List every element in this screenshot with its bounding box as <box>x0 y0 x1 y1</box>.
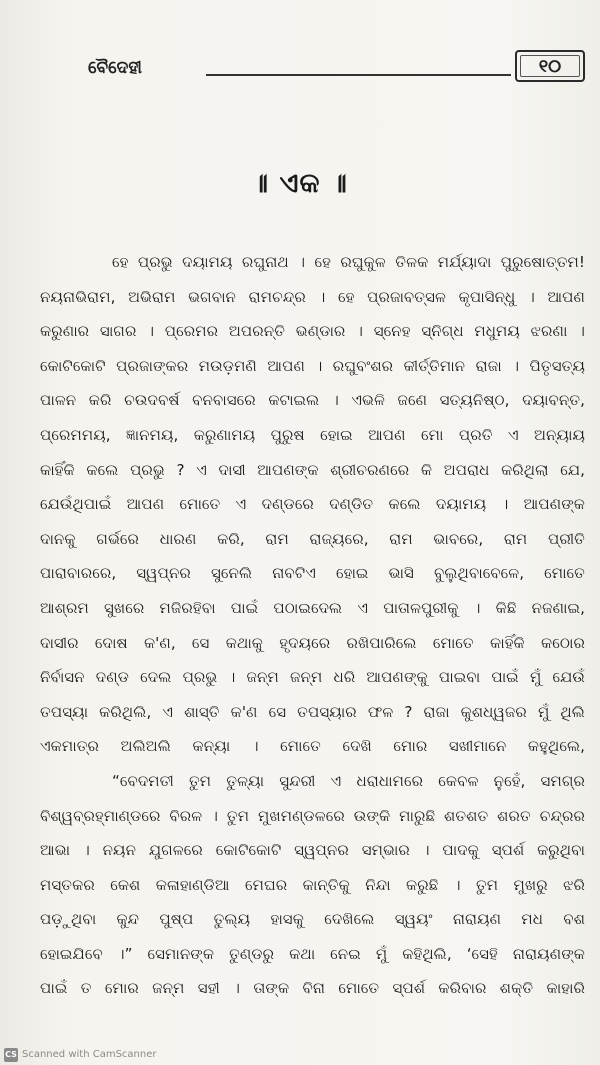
text-line: ଦାନକୁ ଗର୍ଭରେ ଧାରଣ କରି, ରାମ ରାଜ୍ୟରେ, ରାମ ଭାବରେ, ରାମ ପ୍ରୀତି <box>40 529 585 548</box>
chapter-heading: ॥ ଏକ ॥ <box>252 168 348 199</box>
text-line: ପ୍ରେମମୟ, ଜ୍ଞାନମୟ, କରୁଣାମୟ ପୁରୁଷ ହୋଇ ଆପଣ ମୋ ପ୍ରତି ଏ ଅନ୍ୟାୟ <box>40 425 585 444</box>
text-line: ଦାସୀର ଦୋଷ କ'ଣ, ସେ କଥାକୁ ହୃଦୟରେ ରଖିପାରିଲେ ମୋତେ କାହିଁକି କଠୋର <box>40 633 585 652</box>
text-line: ଆଭା । ନୟନ ଯୁଗଳରେ କୋଟିକୋଟି ସ୍ୱପ୍ନର ସମ୍ଭାର । ପାଦକୁ ସ୍ପର୍ଶ କରୁଥିବା <box>40 841 585 860</box>
header-rule <box>206 74 511 76</box>
text-line: ପଡ଼ୁଥିବା କୁନ୍ଦ ପୁଷ୍ପ ତୁଲ୍ୟ ହାସକୁ ଦେଖିଲେ ସ୍ୱୟଂ ନାରାୟଣ ମଧ ବଶ <box>40 910 585 929</box>
text-line: ନିର୍ବାସନ ଦଣ୍ଡ ଦେଲ ପ୍ରଭୁ । ଜନ୍ମ ଜନ୍ମ ଧରି ଆପଣଙ୍କୁ ପାଇବା ପାଇଁ ମୁଁ ଯେଉଁ <box>40 668 585 687</box>
camscanner-logo-icon: CS <box>4 1048 18 1062</box>
text-line: ହୋଇଯିବେ ।” ସେମାନଙ୍କ ତୁଣ୍ଡରୁ କଥା ନେଇ ମୁଁ କହିଥିଲି, ‘ସେହି ନାରାୟଣଙ୍କ <box>40 944 585 963</box>
text-line: ବିଶ୍ୱବ୍ରହ୍ମାଣ୍ଡରେ ବିରଳ । ତୁମ ମୁଖମଣ୍ଡଳରେ ଉଙ୍କି ମାରୁଛି ଶତଶତ ଶରତ ଚନ୍ଦ୍ରର <box>40 806 585 825</box>
text-line: ପାରାବାରରେ, ସ୍ୱପ୍ନର ସୁନେଲି ନାବଟିଏ ହୋଇ ଭାସି ବୁଲୁଥିବାବେଳେ, ମୋତେ <box>40 564 585 583</box>
text-line: ଏକମାତ୍ର ଅଲିଅଲି କନ୍ୟା । ମୋତେ ଦେଖି ମୋର ସଖୀମାନେ କହୁଥିଲେ, <box>40 737 585 756</box>
text-line: କରୁଣାର ସାଗର । ପ୍ରେମର ଅପରନ୍ତି ଭଣ୍ଡାର । ସ୍ନେହ ସ୍ନିଗ୍ଧ ମଧୁମୟ ଝରଣା । <box>40 322 585 341</box>
text-line: “ବେଦମତୀ ତୁମ ତୁଳ୍ୟା ସୁନ୍ଦରୀ ଏ ଧରାଧାମରେ କେବଳ ନୁହେଁ, ସମଗ୍ର <box>112 771 585 790</box>
page-number-box <box>515 50 585 82</box>
text-line: ଆଶ୍ରମ ସୁଖରେ ମଜିରହିବା ପାଇଁ ପଠାଇଦେଲ ଏ ପାତାଳପୁରୀକୁ । କିଛି ନଜଣାଇ, <box>40 598 585 617</box>
text-line: ହେ ପ୍ରଭୁ ଦୟାମୟ ରଘୁନାଥ । ହେ ରଘୁକୁଳ ତିଳକ ମର୍ଯ୍ୟାଦା ପୁରୁଷୋତ୍ତମ! <box>112 253 585 271</box>
book-title: ବୈଦେହୀ <box>88 58 142 78</box>
text-line: ମସ୍ତକର କେଶ କଳାହାଣ୍ଡିଆ ମେଘର କାନ୍ତିକୁ ନିନ୍ଦା କରୁଛି । ତୁମ ମୁଖରୁ ଝରି <box>40 875 585 894</box>
scanner-watermark: Scanned with CamScanner <box>22 1049 157 1060</box>
text-line: କାହିଁକି କଲେ ପ୍ରଭୁ ? ଏ ଦାସୀ ଆପଣଙ୍କ ଶ୍ରୀଚରଣରେ କି ଅପରାଧ କରିଥିଲା ଯେ, <box>40 460 585 479</box>
text-line: ଯେଉଁଥିପାଇଁ ଆପଣ ମୋତେ ଏ ଦଣ୍ଡରେ ଦଣ୍ଡିତ କଲେ ଦୟାମୟ । ଆପଣଙ୍କ <box>40 495 585 514</box>
text-line: ପାଳନ କରି ଚଉଦବର୍ଷ ବନବାସରେ କଟାଇଲ । ଏଭଳି ଜଣେ ସତ୍ୟନିଷ୍ଠ, ଦୟାବନ୍ତ, <box>40 391 585 410</box>
text-line: ନୟନାଭିରାମ, ଅଭିରାମ ଭଗବାନ ରାମଚନ୍ଦ୍ର । ହେ ପ୍ରଜାବତ୍ସଳ କୃପାସିନ୍ଧୁ । ଆପଣ <box>40 287 585 306</box>
text-line: କୋଟିକୋଟି ପ୍ରଜାଙ୍କର ମଉଡ଼ମଣି ଆପଣ । ରଘୁବଂଶର କୀର୍ତ୍ତିମାନ ରାଜା । ପିତୃସତ୍ୟ <box>40 356 585 375</box>
page-number: ୧୦ <box>538 56 562 77</box>
page-header <box>88 50 578 86</box>
body-text <box>40 245 585 1006</box>
text-line: ତପସ୍ୟା କରିଥିଲି, ଏ ଶାସ୍ତି କ'ଣ ସେ ତପସ୍ୟାର ଫଳ ? ରାଜା କୁଶଧ୍ୱଜର ମୁଁ ଥିଲି <box>40 702 585 721</box>
text-line: ପାଇଁ ତ ମୋର ଜନ୍ମ ସହୀ । ତାଙ୍କ ବିନା ମୋତେ ସ୍ପର୍ଶ କରିବାର ଶକ୍ତି କାହାରି <box>40 979 585 998</box>
